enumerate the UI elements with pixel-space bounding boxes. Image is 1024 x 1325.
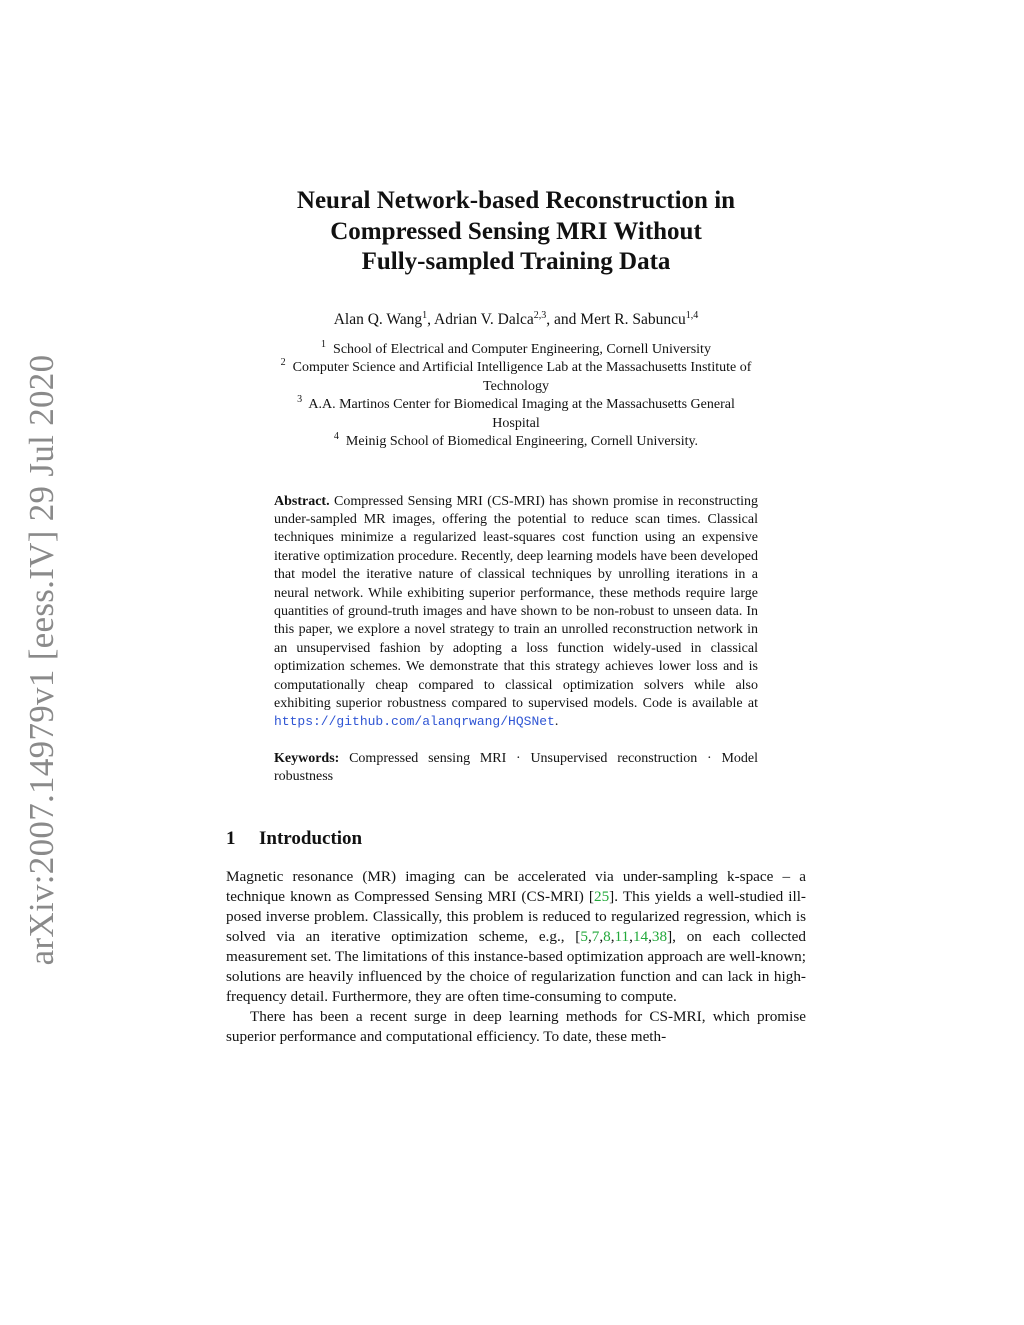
paragraph-text: , on each collected measurement set. The limitations of this instance-based optimization approach are well-known; solutions are heavily influenced by the choice of regularization function and can lack in high-frequency detail. Furthermore, they are often time-consuming to compute. [226, 927, 806, 1006]
keywords-text: Compressed sensing MRI · Unsupervised reconstruction · Model robustness [274, 750, 759, 785]
author-affil-marker: 1,4 [685, 309, 699, 321]
author-separator: , [427, 310, 435, 328]
title-line: Neural Network-based Reconstruction in [296, 187, 736, 214]
paper-page [226, 186, 806, 1047]
arxiv-identifier: arXiv:2007.14979v1 [eess.IV] 29 Jul 2020 [22, 354, 61, 966]
citation-link[interactable]: 11 [614, 927, 630, 945]
abstract [274, 493, 758, 732]
paragraph-text: There has been a recent surge in deep learning methods for CS-MRI, which promise superior performance and computational efficiency. To date, these meth- [226, 1008, 806, 1046]
intro-paragraph-2 [226, 1007, 806, 1047]
code-repository-link[interactable]: https://github.com/alanqrwang/HQSNet [274, 714, 555, 730]
author-separator: , and [546, 310, 581, 328]
affiliation [226, 433, 806, 452]
affiliation [226, 359, 806, 396]
affiliation-marker: 1 [321, 338, 327, 350]
author-list [226, 310, 806, 330]
citation-link[interactable]: 8 [603, 927, 611, 945]
abstract-end: . [554, 714, 559, 730]
abstract-text: Compressed Sensing MRI (CS-MRI) has shown promise in reconstructing under-sampled MR images, offering the potential to reduce scan times. Classical techniques minimize a regularized least-squares cost function using an expensive iterative optimization procedure. Recently, deep learning models have been developed that model the iterative nature of classical techniques by unrolling iterations in a neural network. While exhibiting superior performance, these methods require large quantities of ground-truth images and have shown to be non-robust to unseen data. In this paper, we explore a novel strategy to train an unrolled reconstruction network in an unsupervised fashion by adopting a loss function widely-used in classical optimization schemes. We demonstrate that this strategy achieves lower loss and is computationally cheap compared to classical optimization solvers while also exhibiting superior robustness compared to supervised models. Code is available at [274, 493, 759, 711]
author-affil-marker: 2,3 [533, 309, 547, 321]
section-heading [226, 827, 806, 851]
affiliation-text: Meinig School of Biomedical Engineering, Cornell University. [345, 434, 699, 449]
title-line: Fully-sampled Training Data [361, 248, 671, 275]
paper-title [226, 186, 806, 278]
citation-link[interactable]: 5 [580, 927, 588, 945]
paragraph-text: . This yields a well-studied ill-posed inverse problem. Classically, this problem is reduced to regularized regression, which is solved via an iterative optimization scheme, e.g., [226, 887, 806, 945]
affiliation-text: School of Electrical and Computer Engineering, Cornell University [333, 341, 711, 357]
section-number: 1 [226, 827, 236, 849]
affiliation-text: Technology [483, 378, 549, 394]
keywords-label: Keywords: [274, 750, 340, 766]
affiliation-text: A.A. Martinos Center for Biomedical Imaging at the Massachusetts General [308, 397, 735, 412]
affiliation-text: Hospital [492, 415, 540, 431]
paragraph-text: Magnetic resonance (MR) imaging can be accelerated via under-sampling k-space – a technique known as Compressed Sensing MRI (CS-MRI) [226, 867, 806, 905]
affiliation-marker: 3 [297, 394, 303, 405]
affiliation-list [226, 338, 806, 452]
citation-link[interactable]: 7 [591, 927, 600, 945]
abstract-label: Abstract. [274, 493, 330, 509]
section-title: Introduction [259, 827, 363, 849]
affiliation-text: Computer Science and Artificial Intelligence Lab at the Massachusetts Institute of [292, 360, 752, 375]
citation-link[interactable]: 14 [632, 927, 649, 945]
author-affil-marker: 1 [422, 309, 428, 321]
affiliation [226, 338, 806, 360]
author-name: Alan Q. Wang [333, 310, 423, 328]
author-name: Adrian V. Dalca [434, 310, 534, 328]
affiliation-marker: 2 [280, 357, 286, 368]
affiliation-marker: 4 [333, 431, 339, 442]
citation-link[interactable]: 38 [651, 927, 668, 945]
intro-paragraph-1: Magnetic resonance (MR) imaging can be accelerated via under-sampling k-space – a technique known as Compressed Sensing MRI (CS-MRI) [25]. This yields a well-studied ill-posed inverse problem. Classically, this problem is reduced to regularized regression, which is solved via an iterative optimization scheme, e.g., [5,7,8,11,14,38], on each collected measurement set. The limitations of this instance-based optimization approach are well-known; solutions are heavily influenced by the choice of regularization function and can lack in high-frequency detail. Furthermore, they are often time-consuming to compute. [226, 867, 806, 1006]
keywords [274, 750, 758, 787]
title-line: Compressed Sensing MRI Without [330, 217, 702, 245]
author-name: Mert R. Sabuncu [580, 310, 686, 328]
affiliation [226, 396, 806, 433]
citation-link[interactable]: 25 [593, 887, 610, 905]
